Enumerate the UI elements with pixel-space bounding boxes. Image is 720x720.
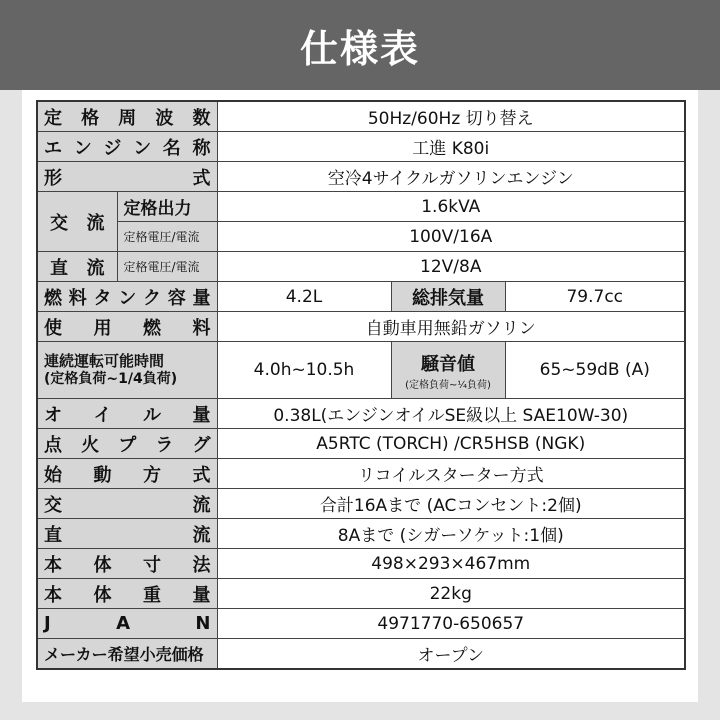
value-price: オープン: [217, 639, 685, 670]
value-engine-name: 工進 K80i: [217, 132, 685, 162]
table-row: [37, 192, 685, 222]
label-char: 火: [81, 434, 100, 456]
row-label-engine-name: [37, 132, 217, 162]
row-label-size: [37, 549, 217, 579]
label-char: 格: [81, 107, 100, 129]
table-row: [37, 162, 685, 192]
label-char: ン: [118, 287, 137, 309]
label-char: ン: [73, 137, 92, 159]
runtime-label-line1: 連続運転可能時間: [44, 352, 165, 370]
label-char: 称: [192, 137, 211, 159]
value-fuel-tank: 4.2L: [217, 282, 391, 312]
label-char: 周: [118, 107, 137, 129]
value-runtime: 4.0h~10.5h: [217, 342, 391, 399]
value-frequency: 50Hz/60Hz 切り替え: [217, 101, 685, 132]
row-label-weight: [37, 579, 217, 609]
label-dc-rated-voltage-current: 定格電圧/電流: [117, 252, 217, 282]
label-char: A: [116, 613, 131, 634]
row-label-fuel: [37, 312, 217, 342]
spec-card: [22, 90, 698, 702]
table-row: [37, 579, 685, 609]
row-label-type: [37, 162, 217, 192]
label-char: 流: [192, 494, 211, 516]
label-char: 交: [44, 494, 62, 516]
table-row: [37, 101, 685, 132]
label-char: 体: [93, 584, 112, 606]
value-start-method: リコイルスターター方式: [217, 459, 685, 489]
label-char: 動: [93, 464, 112, 486]
label-char: ジ: [103, 137, 122, 159]
label-char: 点: [44, 434, 62, 456]
label-char: 量: [192, 404, 211, 426]
label-char: 交: [50, 212, 68, 234]
label-char: ラ: [155, 434, 174, 456]
label-displacement: 総排気量: [391, 282, 505, 312]
row-label-price: メーカー希望小売価格: [37, 639, 217, 670]
label-char: 量: [192, 584, 211, 606]
row-label-jan: [37, 609, 217, 639]
label-char: プ: [118, 434, 137, 456]
label-char: イ: [93, 404, 112, 426]
label-char: 数: [192, 107, 211, 129]
label-char: ル: [143, 404, 161, 426]
value-rated-output: 1.6kVA: [217, 192, 685, 222]
row-label-fuel-tank: [37, 282, 217, 312]
label-char: 形: [44, 167, 62, 189]
label-char: グ: [192, 434, 211, 456]
label-char: 燃: [143, 317, 161, 339]
label-char: 名: [162, 137, 181, 159]
label-char: 体: [93, 554, 112, 576]
table-row: [37, 399, 685, 429]
label-char: 始: [44, 464, 62, 486]
label-char: ン: [133, 137, 152, 159]
value-weight: 22kg: [217, 579, 685, 609]
value-noise: 65~59dB (A): [505, 342, 685, 399]
table-row: [37, 519, 685, 549]
label-char: 法: [192, 554, 211, 576]
value-jan: 4971770-650657: [217, 609, 685, 639]
label-char: 本: [44, 554, 62, 576]
label-char: 用: [93, 317, 112, 339]
row-label-frequency: [37, 101, 217, 132]
label-char: 燃: [44, 287, 62, 309]
label-char: 流: [192, 524, 211, 546]
table-row: [37, 282, 685, 312]
value-size: 498×293×467mm: [217, 549, 685, 579]
value-ac-outlet: 合計16Aまで (ACコンセント:2個): [217, 489, 685, 519]
noise-label-line2: (定格負荷~¼負荷): [405, 379, 491, 391]
value-oil: 0.38L(エンジンオイルSE級以上 SAE10W-30): [217, 399, 685, 429]
label-char: J: [44, 613, 51, 634]
label-char: 寸: [143, 554, 161, 576]
label-rated-output: 定格出力: [117, 192, 217, 222]
spec-table: [36, 100, 686, 670]
label-char: 本: [44, 584, 62, 606]
label-char: エ: [44, 137, 62, 159]
value-spark-plug: A5RTC (TORCH) /CR5HSB (NGK): [217, 429, 685, 459]
label-char: 式: [192, 167, 211, 189]
group-label-dc: [37, 252, 117, 282]
table-row: [37, 222, 685, 252]
label-char: 式: [192, 464, 211, 486]
label-char: 流: [86, 257, 105, 279]
label-char: 料: [68, 287, 87, 309]
table-row: [37, 429, 685, 459]
label-char: 使: [44, 317, 62, 339]
row-label-runtime: [37, 342, 217, 399]
row-label-spark-plug: [37, 429, 217, 459]
table-row: [37, 639, 685, 670]
table-row: [37, 342, 685, 399]
table-row: [37, 489, 685, 519]
row-label-oil: [37, 399, 217, 429]
row-label-ac-outlet: [37, 489, 217, 519]
noise-label-line1: 騒音値: [421, 353, 475, 375]
label-char: 料: [192, 317, 211, 339]
value-dc-rated-voltage-current: 12V/8A: [217, 252, 685, 282]
table-row: [37, 459, 685, 489]
value-type: 空冷4サイクルガソリンエンジン: [217, 162, 685, 192]
group-label-ac: [37, 192, 117, 252]
table-row: [37, 609, 685, 639]
value-dc-outlet: 8Aまで (シガーソケット:1個): [217, 519, 685, 549]
table-row: [37, 312, 685, 342]
table-row: [37, 549, 685, 579]
label-noise: [391, 342, 505, 399]
label-char: 直: [44, 524, 62, 546]
label-char: 重: [143, 584, 161, 606]
label-char: 容: [167, 287, 186, 309]
label-char: N: [195, 613, 211, 634]
label-char: 量: [192, 287, 211, 309]
table-row: [37, 132, 685, 162]
label-char: 波: [155, 107, 174, 129]
runtime-label-line2: (定格負荷~1/4負荷): [44, 371, 178, 387]
label-char: 方: [143, 464, 161, 486]
label-char: オ: [44, 404, 62, 426]
label-ac-rated-voltage-current: 定格電圧/電流: [117, 222, 217, 252]
label-char: 定: [44, 107, 62, 129]
table-row: [37, 252, 685, 282]
label-char: 流: [86, 212, 105, 234]
value-displacement: 79.7cc: [505, 282, 685, 312]
page-header: [0, 0, 720, 90]
value-fuel: 自動車用無鉛ガソリン: [217, 312, 685, 342]
page-title: 仕様表: [299, 26, 420, 71]
label-char: ク: [143, 287, 161, 309]
row-label-start-method: [37, 459, 217, 489]
row-label-dc-outlet: [37, 519, 217, 549]
label-char: タ: [93, 287, 112, 309]
value-ac-rated-voltage-current: 100V/16A: [217, 222, 685, 252]
label-char: 直: [50, 257, 68, 279]
